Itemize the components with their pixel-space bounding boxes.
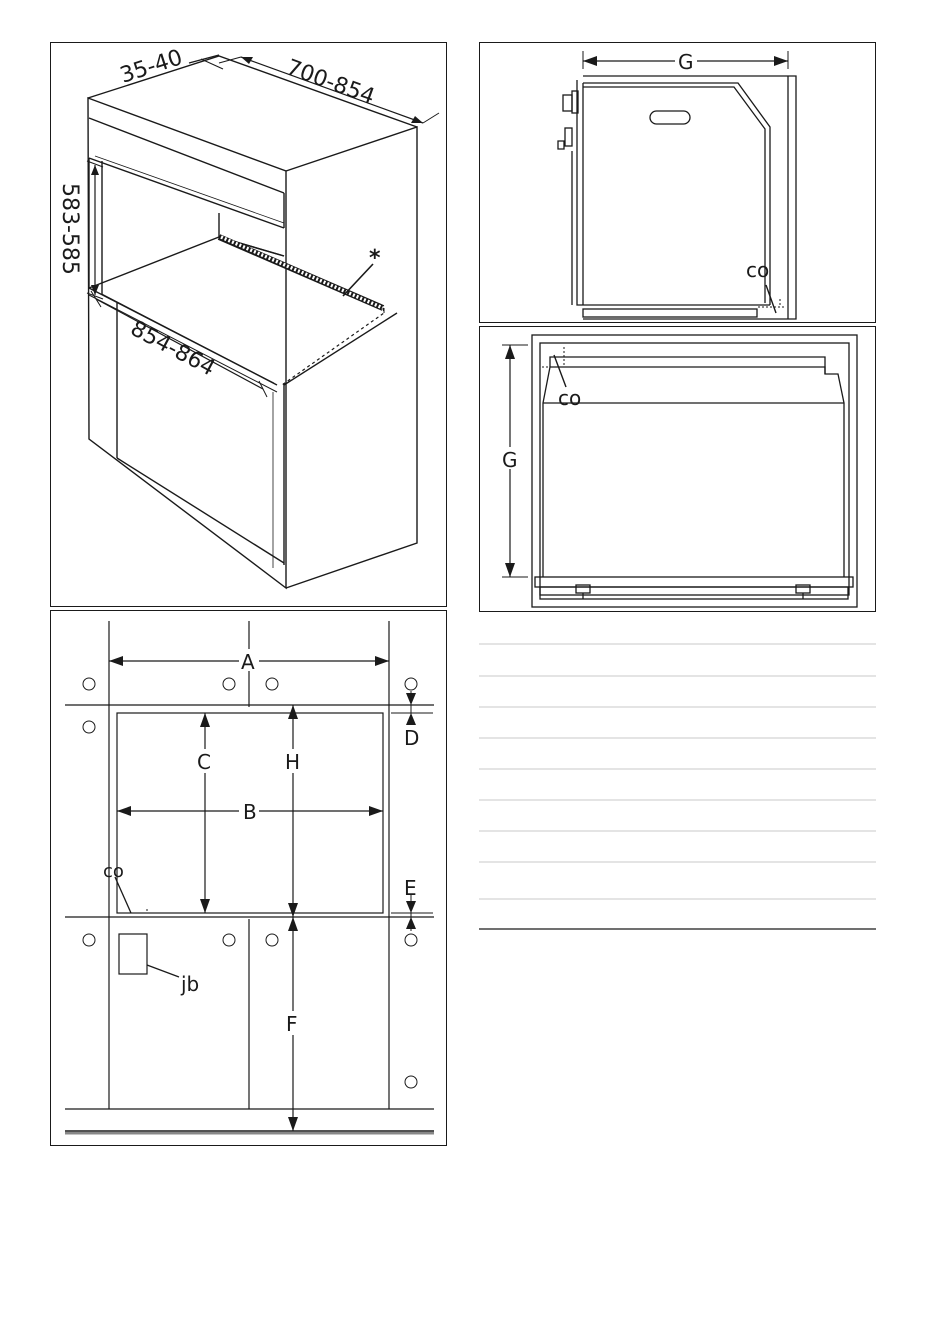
dimension-table-rules: [479, 614, 876, 930]
niche-dim-d: [391, 691, 433, 750]
niche-co-label: co: [103, 861, 124, 882]
dim-35-40-label: 35-40: [117, 45, 186, 89]
asterisk-label: *: [369, 246, 381, 271]
niche-dim-e: [391, 876, 433, 931]
dim-35-40: [117, 45, 223, 89]
niche-h-label: H: [285, 750, 301, 774]
niche-c-label: C: [197, 750, 211, 774]
side-g-label: G: [678, 50, 694, 74]
ventilation-slot: [219, 237, 383, 308]
hinge-circles: [83, 678, 420, 1088]
isometric-cabinet-panel: [50, 42, 447, 607]
dim-700-854-label: 700-854: [282, 55, 378, 111]
front-co-label: co: [558, 386, 582, 410]
niche-b-label: B: [243, 800, 257, 824]
dim-854-864-label: 854-864: [126, 316, 220, 382]
niche-e-label: E: [404, 876, 417, 900]
dim-583-585: [57, 161, 103, 299]
front-g-label: G: [502, 448, 518, 472]
niche-dim-a: [109, 649, 389, 674]
niche-a-label: A: [241, 650, 255, 674]
side-dim-g: [583, 50, 788, 74]
niche-elevation-drawing: [51, 611, 448, 1147]
niche-f-label: F: [286, 1012, 298, 1036]
niche-elevation-panel: [50, 610, 447, 1146]
dim-583-585-label: 583-585: [57, 183, 82, 275]
side-view-drawing: [480, 43, 877, 324]
dim-700-854: [219, 55, 439, 123]
isometric-cabinet-drawing: [51, 43, 448, 608]
niche-dim-f: [283, 917, 303, 1131]
front-view-drawing: [480, 327, 877, 613]
niche-dim-c: [195, 713, 215, 913]
front-dim-g: [500, 345, 528, 577]
niche-jb-label: jb: [181, 972, 200, 996]
side-co-label: co: [746, 258, 770, 282]
front-view-panel: [479, 326, 876, 612]
dimension-table: [479, 614, 876, 930]
niche-dim-b: [117, 799, 383, 824]
niche-d-label: D: [404, 726, 420, 750]
side-view-panel: [479, 42, 876, 323]
